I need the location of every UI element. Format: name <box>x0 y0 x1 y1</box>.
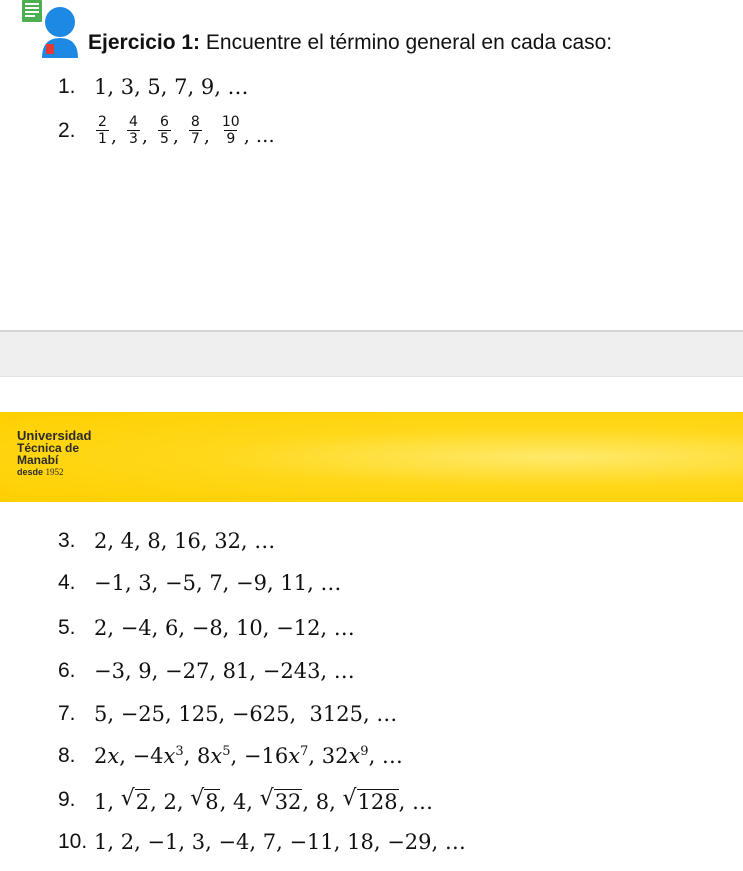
item-number: 6. <box>58 659 76 682</box>
square-root: √ 32 <box>259 786 302 814</box>
fraction: $\frac{10}{9}$ <box>221 114 240 147</box>
logo-line-1: Universidad <box>17 428 92 443</box>
list-item <box>58 571 341 595</box>
sequence-text: −1, 3, −5, 7, −9, 11, … <box>94 571 342 595</box>
list-item: 2. $\frac{2}{1}$ , $\frac{4}{3}$ , $\frac{6}{5}$ , $\frac{8}{7}$ , $\frac{10}{9}$ , … <box>58 114 275 147</box>
logo-line-4: desde 1952 <box>17 467 64 477</box>
item-number: 1. <box>58 75 76 98</box>
sequence-expression: 1, √ 2 , 2, √ 8 , 4, √ 32 , 8, √ 128 , … <box>94 786 433 814</box>
exercise-label: Ejercicio 1: <box>88 31 201 54</box>
list-item <box>58 786 433 814</box>
sequence-tail: , … <box>243 125 275 147</box>
list-item <box>58 659 355 683</box>
sequence-expression: 2x, $-4x^3$, $8x^5$, $-16x^7$, $32x^9$, … <box>94 744 403 768</box>
list-item <box>58 529 275 553</box>
sequence-text: 1, 3, 5, 7, 9, … <box>94 75 249 99</box>
item-number: 8. <box>58 744 76 767</box>
square-root: √ 8 <box>190 786 219 814</box>
list-item <box>58 75 249 99</box>
item-number: 10. <box>58 830 88 853</box>
item-number: 3. <box>58 529 76 552</box>
university-banner <box>0 412 743 502</box>
sequence-text: 1, 2, −1, 3, −4, 7, −11, 18, −29, … <box>94 830 466 854</box>
fraction: $\frac{4}{3}$ <box>128 114 138 147</box>
logo-line-2: Técnica de <box>17 441 80 455</box>
slide-divider-band <box>0 330 743 377</box>
item-number: 5. <box>58 616 76 639</box>
fraction: $\frac{6}{5}$ <box>159 114 169 147</box>
square-root: √ 2 <box>120 786 150 814</box>
item-number: 9. <box>58 788 76 811</box>
document-user-icon <box>20 0 82 62</box>
sequence-text: 2, 4, 8, 16, 32, … <box>94 529 276 553</box>
list-item <box>58 702 397 726</box>
exercise-title <box>88 30 612 56</box>
item-number: 7. <box>58 702 76 725</box>
item-number: 4. <box>58 571 76 594</box>
fraction: $\frac{8}{7}$ <box>190 114 200 147</box>
list-item <box>58 616 355 640</box>
university-logo <box>17 430 91 478</box>
square-root: √ 128 <box>342 786 398 814</box>
sequence-text: −3, 9, −27, 81, −243, … <box>94 659 355 683</box>
exercise-instruction: Encuentre el término general en cada caso: <box>200 31 613 54</box>
sequence-text: 5, −25, 125, −625, 3125, … <box>94 702 398 726</box>
logo-line-3: Manabí <box>17 453 59 467</box>
fraction: $\frac{2}{1}$ <box>98 114 107 147</box>
sequence-text: 2, −4, 6, −8, 10, −12, … <box>94 616 355 640</box>
list-item <box>58 830 466 854</box>
item-number: 2. <box>58 118 76 142</box>
list-item <box>58 744 403 768</box>
